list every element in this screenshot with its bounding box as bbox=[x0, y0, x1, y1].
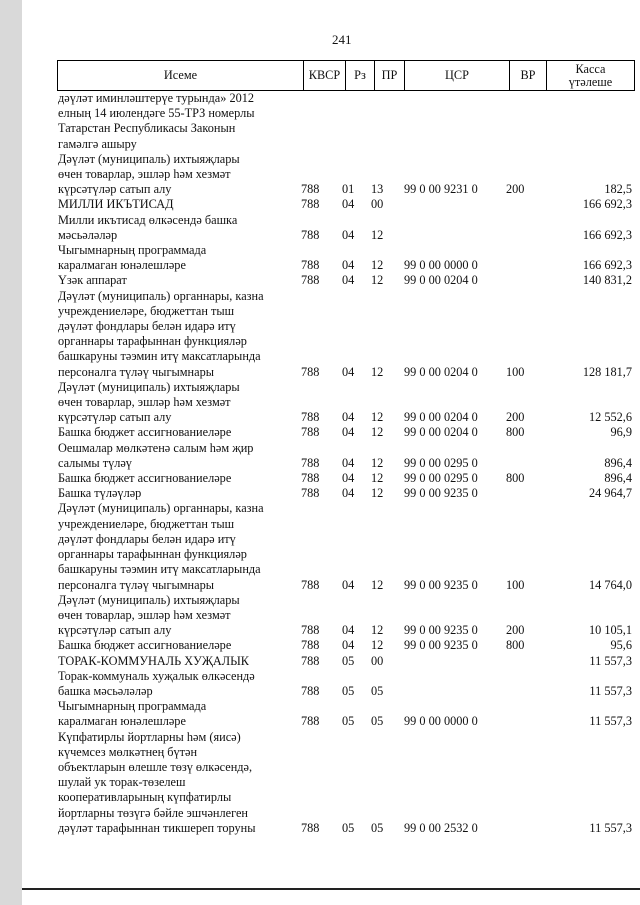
header-rz: Рз bbox=[346, 61, 375, 90]
cell-rz: 01 bbox=[342, 182, 355, 197]
cell-csr: 99 0 00 9235 0 bbox=[404, 623, 478, 638]
table-row bbox=[57, 441, 633, 471]
cell-vr: 100 bbox=[506, 577, 525, 592]
cell-pr: 12 bbox=[371, 364, 384, 379]
table-header bbox=[57, 60, 635, 91]
cell-kvsr: 788 bbox=[301, 182, 320, 197]
cell-kvsr: 788 bbox=[301, 410, 320, 425]
cell-kassa: 24 964,7 bbox=[588, 486, 632, 501]
cell-csr: 99 0 00 0295 0 bbox=[404, 455, 478, 470]
cell-csr: 99 0 00 0204 0 bbox=[404, 364, 478, 379]
cell-kassa: 11 557,3 bbox=[589, 653, 632, 668]
cell-kvsr: 788 bbox=[301, 364, 320, 379]
cell-csr: 99 0 00 0204 0 bbox=[404, 410, 478, 425]
cell-pr: 12 bbox=[371, 410, 384, 425]
cell-kassa: 14 764,0 bbox=[588, 577, 632, 592]
cell-vr: 200 bbox=[506, 182, 525, 197]
cell-rz: 04 bbox=[342, 486, 355, 501]
cell-rz: 04 bbox=[342, 455, 355, 470]
cell-kassa: 12 552,6 bbox=[588, 410, 632, 425]
cell-rz: 04 bbox=[342, 197, 355, 212]
cell-vr: 100 bbox=[506, 364, 525, 379]
cell-name: Башка түләүләр bbox=[58, 486, 142, 501]
cell-kassa: 140 831,2 bbox=[582, 273, 632, 288]
cell-csr: 99 0 00 0295 0 bbox=[404, 471, 478, 486]
cell-rz: 05 bbox=[342, 714, 355, 729]
cell-rz: 04 bbox=[342, 364, 355, 379]
cell-csr: 99 0 00 2532 0 bbox=[404, 820, 478, 835]
cell-rz: 04 bbox=[342, 227, 355, 242]
cell-kvsr: 788 bbox=[301, 683, 320, 698]
cell-pr: 12 bbox=[371, 577, 384, 592]
header-name: Исеме bbox=[58, 61, 304, 90]
table-row bbox=[57, 730, 633, 836]
cell-kvsr: 788 bbox=[301, 820, 320, 835]
cell-pr: 13 bbox=[371, 182, 384, 197]
cell-rz: 04 bbox=[342, 410, 355, 425]
cell-name: Башка бюджет ассигнованиеләре bbox=[58, 425, 232, 440]
cell-name: Чыгымнарның программада каралмаган юнәлешләре bbox=[58, 243, 207, 273]
table-row bbox=[57, 471, 633, 486]
table-row bbox=[57, 699, 633, 729]
cell-kassa: 96,9 bbox=[610, 425, 632, 440]
cell-kvsr: 788 bbox=[301, 577, 320, 592]
cell-kassa: 11 557,3 bbox=[589, 683, 632, 698]
cell-pr: 12 bbox=[371, 227, 384, 242]
cell-csr: 99 0 00 0204 0 bbox=[404, 273, 478, 288]
cell-kassa: 11 557,3 bbox=[589, 714, 632, 729]
cell-csr: 99 0 00 0000 0 bbox=[404, 258, 478, 273]
table-row bbox=[57, 425, 633, 440]
table-body bbox=[57, 91, 633, 836]
cell-kassa: 166 692,3 bbox=[582, 197, 632, 212]
cell-vr: 200 bbox=[506, 410, 525, 425]
cell-name: Дәүләт (муниципаль) ихтыяҗлары өчен товарлар, эшләр һәм хезмәт күрсәтүләр сатып алу bbox=[58, 379, 240, 425]
cell-rz: 04 bbox=[342, 577, 355, 592]
cell-pr: 12 bbox=[371, 425, 384, 440]
cell-name: Милли икътисад өлкәсендә башка мәсьәләләр bbox=[58, 212, 238, 242]
cell-rz: 04 bbox=[342, 623, 355, 638]
cell-name: МИЛЛИ ИКЪТИСАД bbox=[58, 197, 174, 212]
cell-kvsr: 788 bbox=[301, 486, 320, 501]
cell-name: Башка бюджет ассигнованиеләре bbox=[58, 471, 232, 486]
cell-name: Башка бюджет ассигнованиеләре bbox=[58, 638, 232, 653]
cell-pr: 12 bbox=[371, 455, 384, 470]
cell-kvsr: 788 bbox=[301, 273, 320, 288]
cell-rz: 05 bbox=[342, 683, 355, 698]
cell-pr: 12 bbox=[371, 486, 384, 501]
page-bottom-edge bbox=[22, 888, 640, 890]
cell-csr: 99 0 00 9235 0 bbox=[404, 486, 478, 501]
cell-vr: 800 bbox=[506, 638, 525, 653]
cell-kvsr: 788 bbox=[301, 425, 320, 440]
table-row bbox=[57, 273, 633, 288]
cell-rz: 04 bbox=[342, 258, 355, 273]
cell-kassa: 896,4 bbox=[604, 471, 632, 486]
cell-name: Дәүләт (муниципаль) органнары, казна учреждениеләре, бюджеттан тыш дәүләт фондлары белән идарә итү органнары тарафыннан функцияләр башкаруны тәэмин итү максатларында персоналга түләү чыгымнары bbox=[58, 501, 264, 592]
cell-csr: 99 0 00 0204 0 bbox=[404, 425, 478, 440]
cell-rz: 04 bbox=[342, 273, 355, 288]
table-row bbox=[57, 213, 633, 243]
cell-pr: 12 bbox=[371, 273, 384, 288]
cell-vr: 800 bbox=[506, 471, 525, 486]
document-page bbox=[22, 0, 640, 905]
cell-csr: 99 0 00 9235 0 bbox=[404, 577, 478, 592]
header-vr: ВР bbox=[510, 61, 547, 90]
cell-kvsr: 788 bbox=[301, 714, 320, 729]
cell-pr: 05 bbox=[371, 820, 384, 835]
cell-kassa: 182,5 bbox=[604, 182, 632, 197]
table-row bbox=[57, 91, 633, 152]
table-row bbox=[57, 638, 633, 653]
cell-kvsr: 788 bbox=[301, 638, 320, 653]
table-row bbox=[57, 380, 633, 426]
cell-pr: 12 bbox=[371, 638, 384, 653]
cell-pr: 05 bbox=[371, 714, 384, 729]
cell-name: Үзәк аппарат bbox=[58, 273, 127, 288]
cell-kvsr: 788 bbox=[301, 623, 320, 638]
table-row bbox=[57, 152, 633, 198]
cell-pr: 05 bbox=[371, 683, 384, 698]
cell-kvsr: 788 bbox=[301, 258, 320, 273]
header-kvsr: КВСР bbox=[304, 61, 346, 90]
cell-pr: 00 bbox=[371, 653, 384, 668]
cell-name: Оешмалар мөлкәтенә салым һәм җир салымы түләү bbox=[58, 440, 254, 470]
header-csr: ЦСР bbox=[405, 61, 510, 90]
cell-kassa: 896,4 bbox=[604, 455, 632, 470]
cell-rz: 04 bbox=[342, 425, 355, 440]
page-number: 241 bbox=[332, 32, 352, 47]
cell-name: Дәүләт (муниципаль) ихтыяҗлары өчен товарлар, эшләр һәм хезмәт күрсәтүләр сатып алу bbox=[58, 592, 240, 638]
cell-kassa: 166 692,3 bbox=[582, 258, 632, 273]
cell-kvsr: 788 bbox=[301, 227, 320, 242]
header-pr: ПР bbox=[375, 61, 405, 90]
cell-kassa: 166 692,3 bbox=[582, 227, 632, 242]
table-row bbox=[57, 289, 633, 380]
cell-kvsr: 788 bbox=[301, 455, 320, 470]
cell-name: дәүләт иминләштерүе турында» 2012 елның 14 июлендәге 55-ТРЗ номерлы Татарстан Республикасы Законын гамәлгә ашыру bbox=[58, 91, 255, 151]
table-row bbox=[57, 486, 633, 501]
cell-vr: 200 bbox=[506, 623, 525, 638]
cell-name: Чыгымнарның программада каралмаган юнәлешләре bbox=[58, 699, 207, 729]
cell-name: Күпфатирлы йортларны һәм (яисә) күчемсез мөлкәтнең бүтән объектларын өлешле төзү өлкәсендә, шулай ук торак-төзелеш кооперативларының күпфатирлы йортларны төзүгә бәйле эшчәнлеген дәүләт тарафыннан тикшереп торуны bbox=[58, 729, 256, 835]
cell-kassa: 95,6 bbox=[610, 638, 632, 653]
cell-kassa: 128 181,7 bbox=[582, 364, 632, 379]
cell-name: Дәүләт (муниципаль) органнары, казна учреждениеләре, бюджеттан тыш дәүләт фондлары белән идарә итү органнары тарафыннан функцияләр башкаруны тәэмин итү максатларында персоналга түләү чыгымнары bbox=[58, 288, 264, 379]
cell-csr: 99 0 00 9231 0 bbox=[404, 182, 478, 197]
cell-pr: 12 bbox=[371, 471, 384, 486]
header-kassa: Касса үтәлеше bbox=[568, 61, 613, 89]
cell-name: ТОРАК-КОММУНАЛЬ ХУҖАЛЫК bbox=[58, 653, 250, 668]
table-row bbox=[57, 197, 633, 212]
cell-name: Торак-коммуналь хуҗалык өлкәсендә башка мәсьәләләр bbox=[58, 668, 255, 698]
cell-rz: 04 bbox=[342, 638, 355, 653]
table-row bbox=[57, 669, 633, 699]
cell-kvsr: 788 bbox=[301, 471, 320, 486]
scan-edge bbox=[0, 0, 22, 905]
cell-kvsr: 788 bbox=[301, 197, 320, 212]
cell-pr: 12 bbox=[371, 258, 384, 273]
table-row bbox=[57, 243, 633, 273]
cell-csr: 99 0 00 0000 0 bbox=[404, 714, 478, 729]
cell-pr: 00 bbox=[371, 197, 384, 212]
table-row bbox=[57, 501, 633, 592]
cell-kvsr: 788 bbox=[301, 653, 320, 668]
cell-kassa: 10 105,1 bbox=[588, 623, 632, 638]
cell-rz: 05 bbox=[342, 820, 355, 835]
cell-csr: 99 0 00 9235 0 bbox=[404, 638, 478, 653]
cell-pr: 12 bbox=[371, 623, 384, 638]
cell-name: Дәүләт (муниципаль) ихтыяҗлары өчен товарлар, эшләр һәм хезмәт күрсәтүләр сатып алу bbox=[58, 151, 240, 197]
table-row bbox=[57, 593, 633, 639]
cell-kassa: 11 557,3 bbox=[589, 820, 632, 835]
table-row bbox=[57, 654, 633, 669]
cell-vr: 800 bbox=[506, 425, 525, 440]
cell-rz: 04 bbox=[342, 471, 355, 486]
cell-rz: 05 bbox=[342, 653, 355, 668]
